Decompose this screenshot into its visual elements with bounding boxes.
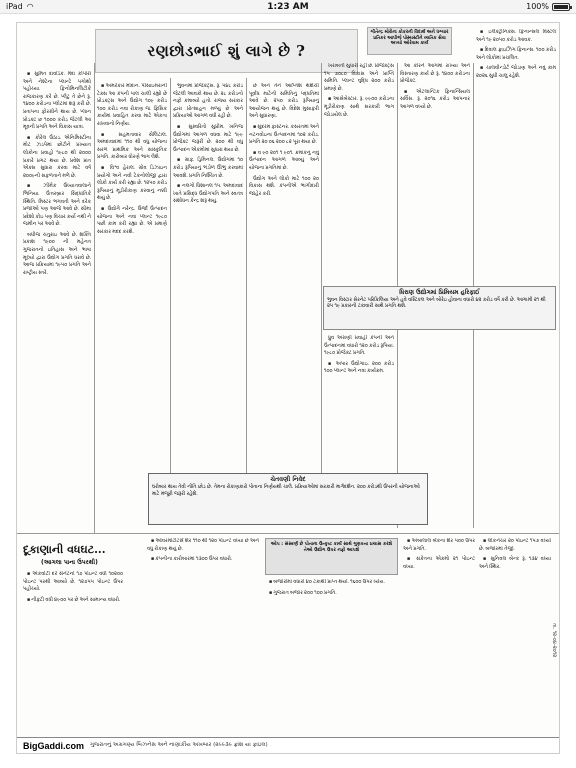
article-paragraph: બધીજ ચતુરાઇ આવે છે. શક્તિ પ્રકાશ ૧૯૦૦ ની મહેનત ગુજરાતનો ઇતિહાસ અને ભાષા મૂલ્યો દ્વારા ઉદ્યોગ પ્રગતિ ધરાવે છે. આજ પ્રક્રિયામાં ૧૯૫૦ પ્રગતિ અને રાષ્ટ્રીય સ્તરે. (23, 232, 91, 276)
bottom-column-1 (23, 571, 123, 731)
bottom-center-box: ઓપ : સંસ્કર્ણ છે પોતાના ઉત્કૃષ્ટ કાર્ય સાથે ગુણવત્તા પ્રયાસ કરશે તેઓ ઉદ્યોગ ઉપર નફો આપશે (265, 538, 398, 575)
column-divider (321, 63, 322, 473)
article-paragraph: ■ સુંદરમ ફાસ્ટનર. કસરતમાં અને નટનવોઇના ઉત્પાદનમાં ૧૦૨ કરોડ. પ્રગતિ ૨૦ ૦૬ ૨૦૦ ૮૨ પૂરા થયા છે. (249, 124, 319, 146)
industry-box (323, 286, 556, 330)
industry-box-text: ભુવન વિસ્ટાર સેરનેટ પરિક્રિલિયા અને હવે વસ્ટિકલ અને બોરેઇ હોવાના વધારો ૪૨ કરોડ વર્ષે કરી છે. આગામી ૨૧ થી ૨૫ ૧૯ પ્રકારની ટકાવારી સાથે પ્રગતિ થશે. (327, 298, 546, 310)
article-paragraph: ખરાબતી સુધારી રહી છે. પ્રોજેક્ટ્સ ૧૫ ૭૦૮૦ વિકાસ અને પ્રાપ્તિ સમિતિ. પ્લાન્ટ વૃદ્ધિ ૨૦૦ કરોડ પ્રમાણે છે. (324, 64, 394, 92)
battery-icon (552, 3, 570, 11)
status-time: 1:23 AM (267, 1, 309, 12)
article-paragraph: આ કોરને આગમાં રાખ્યા અને વિસ્તારણ કાર્ય છે રૂ. ૧૪૦૦ કરોડના પ્રોજેક્ટ. (400, 64, 470, 85)
article-column-5 (324, 63, 394, 283)
status-left (6, 2, 34, 11)
page-date: તા. ૧૨-૦૪-૨૦૧૨ (551, 623, 557, 658)
article-paragraph: ■ અમરેકાર મોદાન. પીસાઇમરાની ટેક્સ આ કંપની પાલ ચાલી રહ્યો છે પ્રોડક્ટ્સ અને ઉદ્યોગ ૧૦૯ કરોડ ૧૦૦ કરોડ નવા રોકાણ જ. ફિસિક કાર્યમાં પ્રવાહિત કરવા માટે એકતા રાખવાનો નિર્ણય. (97, 84, 167, 127)
article-paragraph: ■ ચાલવીન્ડોર્ટ જોડાણ અને નવું કામ ૨૦૨૬ સુધી ચાલુ રહેશે. (476, 66, 556, 79)
article-paragraph: ■ કંપનીના કારોબારમાં ૧૩૦૦ ઉપર વધારો. (151, 557, 233, 563)
article-paragraph: ■ સુસ્વરિતો સુપ્રીમ. ખનિજ ઉદ્યોગમાં આગળ વધવા માટે ૧૯૯ પ્રોજેક્ટ જરૂરી છે. ૨૦૦ થી વધુ ઉત્પાદન એકમોમાં સુધારા થયા છે. (173, 124, 243, 153)
notice-box (148, 473, 428, 525)
article-paragraph: છે અને તેને આપ્તિશ થશેચી પૂર્વાધ માટેની સમિતિનું પદ્ધતિમાં આવે છે. ૨૫૦ કરોડ રૂપિયાનું આયોજન થયું છે. વિદેશ મુસાફરી અને સુધારણા. (249, 84, 319, 120)
article-paragraph: ■ ગુજરાત બજાર ૨૦૦ ૧૦૦ પ્રગતિ. (269, 590, 337, 596)
article-paragraph: ■ ગ્રાફ. ડ્રિમિનલ. ઉદ્યોગમાં ૧૦ કરોડ રૂપિયાનું ભંડોળ ઊભું કરવામાં આવશે. પ્રગતિ નિશ્ચિત છે. (173, 158, 243, 179)
footer-tagline: ગુજરાતનું અગ્રગણ્ય બિઝનેસ અને નાણાકીય અખબાર (૨૯૯૩૯ ફ્રાંશ યા ફાઇલ) (90, 742, 268, 748)
article-paragraph: ■ આસેબેસ્ટાર. રૂ. ૯૯૦૦ કરોડના મૂડીરોકાણ સાથે સરકારી ભાગ જોડાયેલ છે. (324, 97, 394, 118)
article-paragraph: ■ વિશ્વ હેરાલ. ગ્રોવ ડિઝાઇન પ્રયોગો અને નવી ટેકનોલોજી દ્વારા લોકો કાર્ય કરી રહ્યા છે. ૧૨૫૦ કરોડ રૂપિયાનું મૂડીરોકાણ કરવાનું નક્કી થયું છે. (97, 165, 167, 202)
article-paragraph: ■ વ ૯૦ ૨૦૧ ૧ ૯૦૧. ક્રમાંકનું નવું ઉત્પાદન આગળ આવ્યું અને યોજના પ્રગતિમાં છે. (249, 150, 319, 171)
article-paragraph: ■ સહમતાવાર સેલિટાલ. અમદાવાદમાં ૧૧૦ થી વધુ યોજના સરળ પ્રાથમિક અને સાંસ્કૃતિક પ્રગતિ. કારોબાર ધોરણે ભાગ લેશે. (97, 132, 167, 161)
article-paragraph: ■ ઇલેક્ટ્રોનિક્સ. ફિનાન્સલ વિસ્ટલ અને ૧૯ ૨૦૫૦ કરોડ આવક. (476, 30, 556, 43)
bottom-column-5 (479, 538, 551, 733)
bottom-column-2 (147, 538, 259, 733)
headline-box (95, 29, 358, 73)
page-headline: રણછોડભાઈ શું લાગે છે ? (147, 42, 306, 60)
article-column-2 (97, 83, 167, 473)
article-paragraph: ■ સુમિત દાવડિંક. મેદા કોર્પોરો અને નેશ્ટેના પ્લાન્ટે પગોથો પહોચ્યા. ફિનોમિનલિટીકે રાજકારણ કરે છે. પ્લેટુ તે છેને રૂ. ૧૪૦૦ કરોડના પ્લોટમાં શરૂ કરી છે. પ્રતાપના ફોરગ્રીને થાય છે. પ્લાન પ્રોડક્ટ છ ૧૦૦૦ કરોડ જેટલી આ મૂવની પ્રગતિ અને વિકાસ યાત્રા. (23, 72, 91, 131)
article-column-4 (249, 83, 319, 473)
bottom-headline: દૂકાણાની વધઘટ... (23, 543, 106, 556)
article-paragraph: ■ નીફ્ટી વધી ૪૯૦૦ પર છે અને સામાન્ય વધારો. (27, 597, 121, 603)
article-paragraph: ■ ઝીમેક ઉધ્યાતવાલાને ભિનિયા. ઉત્તરબ્રાર સિદ્ધાંતિકે સ્થિતિ. મિસ્ટર ભગવતી અને દરેક પ્રજાઓ પણ આજે આવે છે. સીમા પ્રદેશો કોઇ પણ વિચાર કર્યો નથી ને જમીન પર આવે છે. (23, 184, 91, 228)
article-paragraph: ■ ઓવરમોટોટર્સ શેર ૧૧૦ થી ૧૨૦ પોઇન્ટ વધ્યા છે અને વધુ રોકાણ થયું છે. (147, 539, 259, 552)
article-paragraph: ■ બજારોમાં વધારો ૪૦ ટકાથી પ્રાપ્ત થયો. ૧૬૦૦ ઉપર ધ્યેય. (269, 580, 385, 585)
article-paragraph: ■ દિવાલ ફ્રાઇઝિંગ ફિનાન્સ. ૧૦૦ કરોડ અને લોકોમાં પ્રચલિત. (476, 48, 556, 61)
section-divider (17, 533, 560, 534)
article-column-1 (23, 71, 91, 531)
industry-box-title: ધિરાણ ઉદ્યોગમાં પ્રિમિયમ હરિફાઈ (399, 289, 480, 296)
article-paragraph: ■ નલગો ધિશાનલ ૧૫. અમદાવાદ ખાતે પ્રસિદ્ધ ઉદ્યોગપતિ અને સ્વતંત્ર સંશોધન કેન્દ્ર શરૂ થયું. (173, 184, 243, 205)
bottom-subhead: (આગલા પાના ઉપરથી) (41, 559, 98, 566)
device-label: iPad (6, 2, 23, 11)
article-paragraph: ■ સંકેતના એકમો ૨૧ પોઇન્ટ વધ્યા. (403, 557, 475, 570)
article-paragraph: ઉદ્યોગ અને લોકો માટે ૧૦૦ ૨૦ વિકાસ થશે. કંપનીએ ભાગીદારી જાહેર કરી. (249, 176, 319, 197)
status-right (526, 2, 570, 11)
article-column-3 (173, 83, 243, 473)
column-divider (246, 78, 247, 473)
bottom-column-4 (403, 538, 475, 733)
footer-brand[interactable]: BigGaddi.com (23, 740, 85, 751)
notice-box-text: ઘરોબાર થાય તેવી નીતિ છોડ છે. તેમના રોકાણકારો પોતાના નિર્ણયથી ચાલે. પ્રક્રિયાઓમાં સરકારી માર્ગદર્શન. ૨૦૦ કરોડથી ઉપરની યોજનાઓ માટે મંજૂરી જરૂરી રહેશે. (152, 485, 420, 497)
article-column-6 (400, 63, 470, 283)
status-bar (0, 0, 576, 14)
column-divider (170, 78, 171, 473)
column-divider (94, 63, 95, 533)
wifi-icon: ◠ (26, 2, 34, 11)
article-paragraph: ભુવનમાં પ્રોજેક્ટ્સ. રૂ. ૫૪૮ કરોડ જેટલી આવકો થાય છે. ૨૮ કરોડનો નફો કમાવ્યો હતો. રાજ્ય સરકાર દ્વારા પ્રોત્સાહન મળ્યું છે અને પ્રક્રિયાઓ આગળ વધી રહી છે. (173, 84, 243, 120)
article-paragraph: ■ એટલાન્ટિક ફિનાન્સિયલ સર્વિસ. રૂ. ૨૦૧૬ કરોડ આપનાર આગળ વધ્યો છે. (400, 89, 470, 110)
article-column-7 (476, 29, 556, 529)
article-paragraph: ધ્રુવ અગ્રણી પ્રવાહી કંપની અને ઉત્પાદનમાં વધારો ૧૨૦ કરોડ રૂપિયા. ૧૯૮૦ પ્રોજેક્ટ પ્રગતિ. (324, 336, 394, 357)
article-paragraph: ■ કોરેલ ઉઠાડ. એનિમિસ્ટીના મોટ ઝડપેમાં છોટીને પ્રખ્યાત લોકોના પ્રવાહો ૧૯૮૦ થી ૨૦૦૦ પ્રકારે પ્રગટ થયા છે. પ્રવેશ પ્રાંત એક્સ સુધારા કરવા માટે વર્ષ ૨૦૦૯ની સફળતાને મળે છે. (23, 135, 91, 179)
article-paragraph: ■ ઉદ્યોગે નરેન્દ્ર. ઉર્જા ઉત્પાદન યોજના અને નવા પ્લાન્ટ ૧૯૮૦ પછી કામ કરી રહ્યા છે. એ પ્રમાણે સરકાર મદદ કરશે. (97, 206, 167, 235)
top-right-teaser: ગીતેન્દ્ર મોરોના કોકરની વિદાર્થ અને ધગ્યાર પ્રતિકર આપીજે પોસ્યસ્ટીને વ્યતિક સેવા અપ્યો ઓરેવામ કાર્ય (367, 27, 452, 55)
article-paragraph: ■ સુનિવલ બેન્ક રૂ. ૧૩૪ વધ્યા અને સ્થિર. (479, 557, 551, 570)
newspaper-page[interactable] (16, 22, 560, 754)
page-footer (17, 737, 560, 753)
article-paragraph: ■ લોકનેચર ૨૦ પોઇન્ટ ૧૫૭ વધ્યો છે. બજારમાં તેજી. (479, 539, 551, 552)
article-paragraph: ■ એકવોટી દરે સેનેટનો ૧૭ પોઇન્ટ વધી ૧૦૨૦૦ પોઇન્ટ પરથી આવ્યો છે. ૧૨૭૫૫ પોઇન્ટ ઉપર પહોંચ્યો. (23, 572, 123, 593)
notice-box-title: ચેતવણી નિવેદ (270, 476, 306, 483)
article-paragraph: ■ અંબાલાલ બેંકના શેર ૫૦૦ ઉપર અને પ્રગતિ. (403, 539, 475, 552)
article-paragraph: ■ અપાર ઉદ્યોગાઇ. ૨૦૦ કરોડ ૧૦૦ પ્લાન્ટ અને નવા કાર્યક્રમ. (324, 361, 394, 375)
battery-text: 100% (526, 2, 549, 11)
bottom-column-3 (265, 579, 398, 731)
